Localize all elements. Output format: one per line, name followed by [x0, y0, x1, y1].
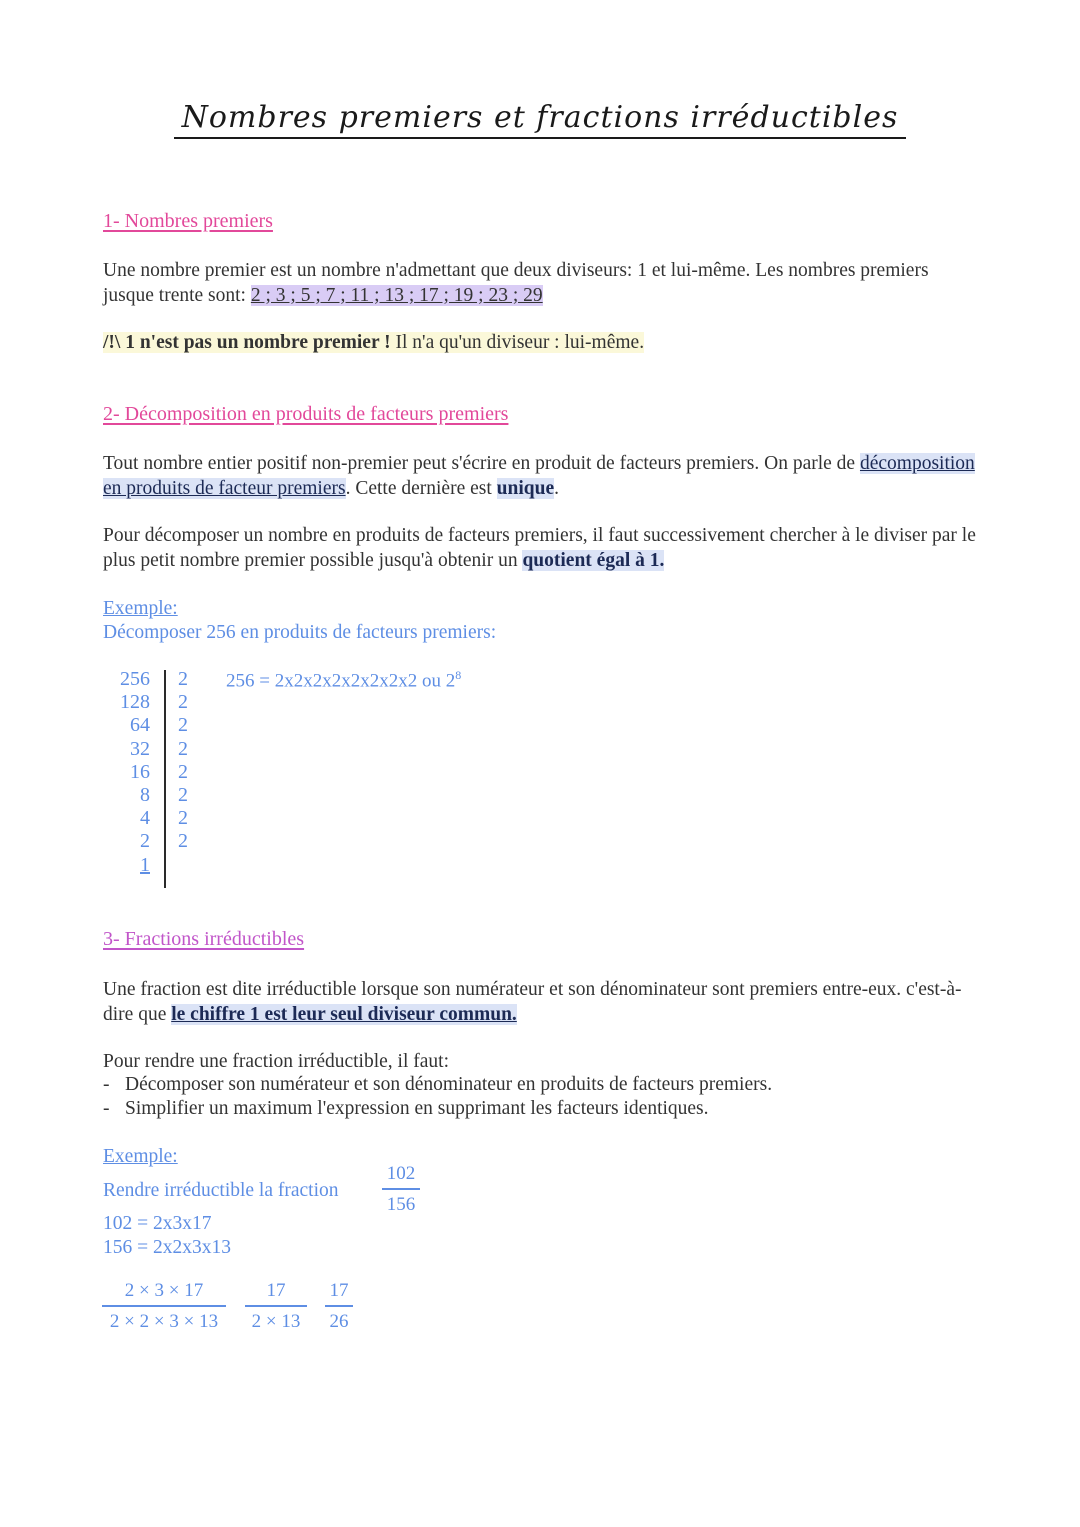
section-3-paragraph-1: Une fraction est dite irréductible lorsque son numérateur et son dénominateur sont premiers entre-eux. c'est-à-dire que le chiffre 1 est leur seul diviseur commun. [103, 979, 962, 1025]
dividend-value: 4 [140, 807, 150, 830]
simplification-step-1: 2 × 3 × 17 2 × 2 × 3 × 13 [102, 1280, 226, 1333]
dividend-value: 16 [130, 760, 150, 783]
divisor-value: 2 [178, 714, 188, 737]
divisor-column [178, 668, 198, 854]
division-bar [164, 670, 166, 888]
divisor-value: 2 [178, 691, 188, 714]
unique-term: unique [496, 478, 555, 499]
quotient-term: quotient égal à 1. [522, 550, 665, 571]
simplification-step-2: 17 2 × 13 [245, 1280, 307, 1333]
decomposition-156: 156 = 2x2x3x13 [103, 1237, 231, 1258]
section-2-paragraph-1: Tout nombre entier positif non-premier peut s'écrire en produit de facteurs premiers. On parle de décomposition en produits de facteur premiers. Cette dernière est unique. [103, 453, 975, 499]
divisor-value: 2 [178, 668, 188, 690]
section-2-paragraph-2: Pour décomposer un nombre en produits de facteurs premiers, il faut successivement chercher à le diviser par le plus petit nombre premier possible jusqu'à obtenir un quotient égal à 1. [103, 525, 976, 571]
section-3-paragraph-2: Pour rendre une fraction irréductible, il faut: [103, 1051, 449, 1072]
divisor-value: 2 [178, 784, 188, 807]
decomposition-102: 102 = 2x3x17 [103, 1213, 212, 1234]
section-3-heading: 3- Fractions irréductibles [103, 928, 305, 950]
dividend-value: 2 [140, 830, 150, 853]
divisor-value: 2 [178, 760, 188, 783]
section-2-heading: 2- Décomposition en produits de facteurs premiers [103, 403, 509, 425]
example-text-2: Rendre irréductible la fraction [103, 1180, 339, 1201]
fraction-102-156: 102 156 [382, 1163, 420, 1216]
section-1-paragraph: Une nombre premier est un nombre n'admettant que deux diviseurs: 1 et lui-même. Les nombres premiers jusque trente sont: 2 ; 3 ; 5 ; 7 ; 11 ; 13 ; 17 ; 19 ; 23 ; 29 [103, 260, 929, 306]
dividend-value: 32 [130, 737, 150, 760]
dividend-column [110, 668, 150, 877]
list-item: - Simplifier un maximum l'expression en supprimant les facteurs identiques. [103, 1098, 709, 1119]
example-label-2: Exemple: [103, 1146, 178, 1167]
dividend-value: 64 [130, 714, 150, 737]
dividend-value: 128 [120, 691, 150, 714]
decomposition-term: décomposition en produits de facteur premiers [103, 453, 975, 499]
decomposition-result: 256 = 2x2x2x2x2x2x2x2 ou $2^8$ [226, 668, 462, 692]
divisor-value: 2 [178, 830, 188, 853]
dividend-value: 8 [140, 784, 150, 807]
common-divisor-term: le chiffre 1 est leur seul diviseur commun. [171, 1004, 517, 1025]
primes-list: 2 ; 3 ; 5 ; 7 ; 11 ; 13 ; 17 ; 19 ; 23 ; 29 [250, 285, 543, 306]
page-title: Nombres premiers et fractions irréductibles [0, 100, 1080, 135]
list-item: - Décomposer son numérateur et son dénominateur en produits de facteurs premiers. [103, 1074, 773, 1095]
dividend-value: 1 [140, 853, 150, 876]
simplification-step-3: 17 26 [325, 1280, 353, 1333]
divisor-value: 2 [178, 737, 188, 760]
example-text-1: Décomposer 256 en produits de facteurs premiers: [103, 622, 497, 643]
warning-note: /!\ 1 n'est pas un nombre premier ! Il n'a qu'un diviseur : lui-même. [103, 332, 645, 353]
divisor-value: 2 [178, 807, 188, 830]
example-label-1: Exemple: [103, 598, 178, 619]
section-1-heading: 1- Nombres premiers [103, 210, 273, 232]
dividend-value: 256 [120, 668, 150, 690]
